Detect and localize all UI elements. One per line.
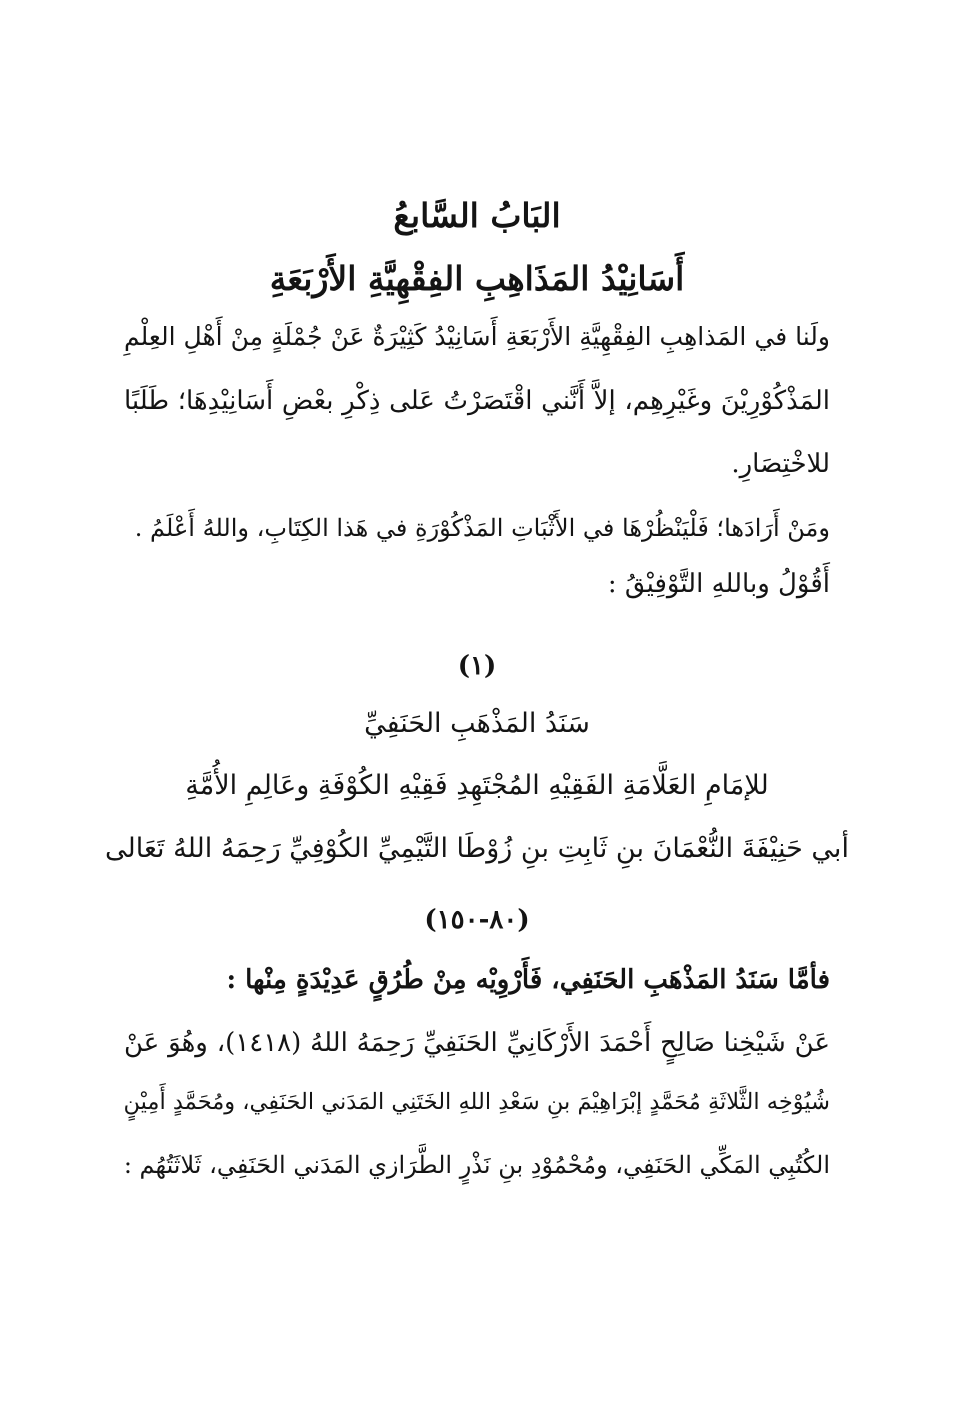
narration-line-1: عَنْ شَيْخِنا صَالِحٍ أَحْمَدَ الأَرْكَانِيِّ الحَنَفِيِّ رَحِمَهُ اللهُ (١٤١٨)، وهُوَ عَنْ bbox=[124, 1028, 830, 1058]
section-number: (١) bbox=[457, 651, 497, 681]
narration-line-3: الكُتُبِي المَكِّي الحَنَفِي، ومُحْمُوْدِ بنِ نَذْرٍ الطَّرَازي المَدَني الحَنَفِي، ثَلاثَتُهُم : bbox=[123, 1151, 830, 1179]
narration-line-2: شُيُوْخِه الثَّلاثَةِ مُحَمَّدٍ إبْرَاهِيْمَ بنِ سَعْدِ اللهِ الخَتَنِي المَدَني الحَنَفِي، ومُحَمَّدٍ أَمِيْنٍ bbox=[123, 1089, 830, 1115]
narration-opening: فأمَّا سَنَدُ المَذْهَبِ الحَنَفِي، فَأَرْوِيْه مِنْ طُرُقٍ عَدِيْدَةٍ مِنْها : bbox=[226, 965, 830, 995]
intro-note: ومَنْ أَرَادَها؛ فَلْيَنْظُرْهَا في الأَثْبَاتِ المَذْكُوْرَةِ في هَذا الكِتَابِ، واللهُ أَعْلَمُ . bbox=[134, 514, 830, 542]
intro-line-2: المَذْكُوْرِيْنَ وغَيْرِهِم، إلاَّ أَنَّني اقْتَصَرْتُ عَلى ذِكْرِ بعْضِ أَسَانِيْدِهَا؛ طَلَبًا bbox=[124, 386, 830, 416]
section-title: سَنَدُ المَذْهَبِ الحَنَفِيِّ bbox=[364, 708, 590, 739]
imam-line-1: للإمَامِ العَلَّامَةِ الفَقِيْهِ المُجْتَهِدِ فَقِيْهِ الكُوْفَةِ وعَالِمِ الأُمَّةِ bbox=[185, 770, 769, 801]
intro-closing: أَقُوْلُ وباللهِ التَّوْفِيْقُ : bbox=[607, 569, 830, 599]
intro-line-1: ولَنا في المَذاهِبِ الفِقْهِيَّةِ الأَرْبَعَةِ أَسَانِيْدُ كَثِيْرَةٌ عَنْ جُمْلَةٍ مِنْ أَهْلِ العِلْمِ bbox=[124, 322, 830, 351]
imam-dates: (٨٠-١٥٠) bbox=[424, 905, 530, 935]
chapter-subtitle: أَسَانِيْدُ المَذَاهِبِ الفِقْهِيَّةِ الأَرْبَعَةِ bbox=[269, 259, 685, 298]
intro-line-3: للاخْتِصَارِ. bbox=[731, 449, 830, 479]
imam-line-2: أبي حَنِيْفَةَ النُّعْمَانَ بنِ ثَابِتِ بنِ زُوْطَا التَّيْمِيِّ الكُوْفِيِّ رَحِمَهُ اللهُ تَعَالى bbox=[105, 833, 849, 864]
chapter-title: البَابُ السَّابعُ bbox=[393, 196, 561, 235]
